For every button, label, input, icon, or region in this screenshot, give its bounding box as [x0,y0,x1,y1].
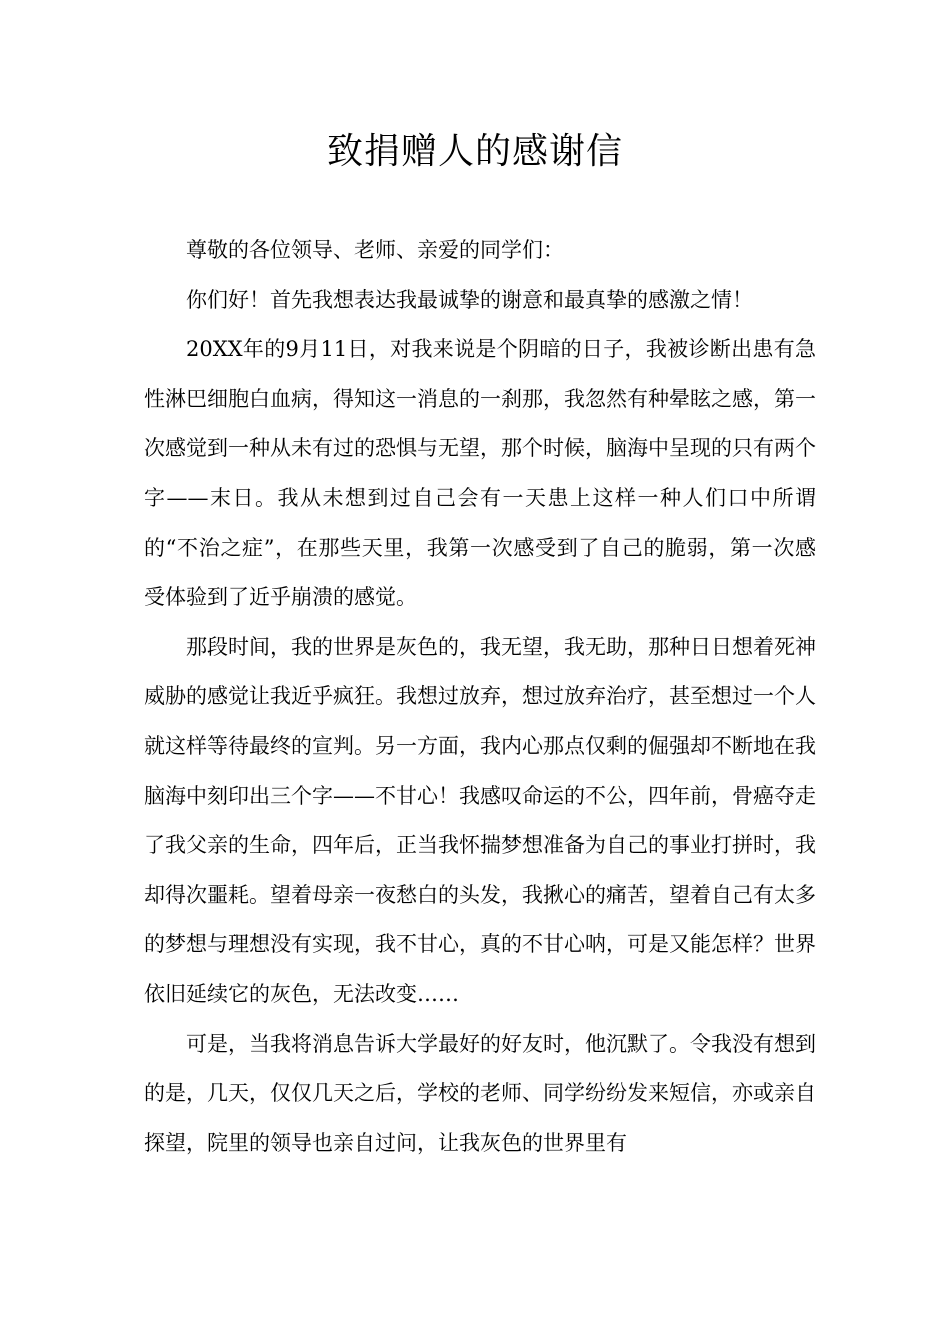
paragraph: 可是，当我将消息告诉大学最好的好友时，他沉默了。令我没有想到的是，几天，仅仅几天之后，学校的老师、同学纷纷发来短信，亦或亲自探望，院里的领导也亲自过问，让我灰色的世界里有 [144,1031,816,1155]
paragraph: 20XX年的9月11日，对我来说是个阴暗的日子，我被诊断出患有急性淋巴细胞白血病，得知这一消息的一刹那，我忽然有种晕眩之感，第一次感觉到一种从未有过的恐惧与无望，那个时候，脑海中呈现的只有两个字——末日。我从未想到过自己会有一天患上这样一种人们口中所谓的“不治之症”，在那些天里，我第一次感受到了自己的脆弱，第一次感受体验到了近乎崩溃的感觉。 [144,337,816,610]
paragraph: 那段时间，我的世界是灰色的，我无望，我无助，那种日日想着死神威胁的感觉让我近乎疯狂。我想过放弃，想过放弃治疗，甚至想过一个人就这样等待最终的宣判。另一方面，我内心那点仅剩的倔强却不断地在我脑海中刻印出三个字——不甘心！我感叹命运的不公，四年前，骨癌夺走了我父亲的生命，四年后，正当我怀揣梦想准备为自己的事业打拼时，我却得次噩耗。望着母亲一夜愁白的头发，我揪心的痛苦，望着自己有太多的梦想与理想没有实现，我不甘心，真的不甘心呐，可是又能怎样？世界依旧延续它的灰色，无法改变…… [144,634,816,1006]
letter-body [144,226,816,1168]
salutation: 尊敬的各位领导、老师、亲爱的同学们： [186,238,564,262]
document-title: 致捐赠人的感谢信 [326,131,623,172]
paragraph: 你们好！首先我想表达我最诚挚的谢意和最真挚的感激之情！ [186,287,753,312]
